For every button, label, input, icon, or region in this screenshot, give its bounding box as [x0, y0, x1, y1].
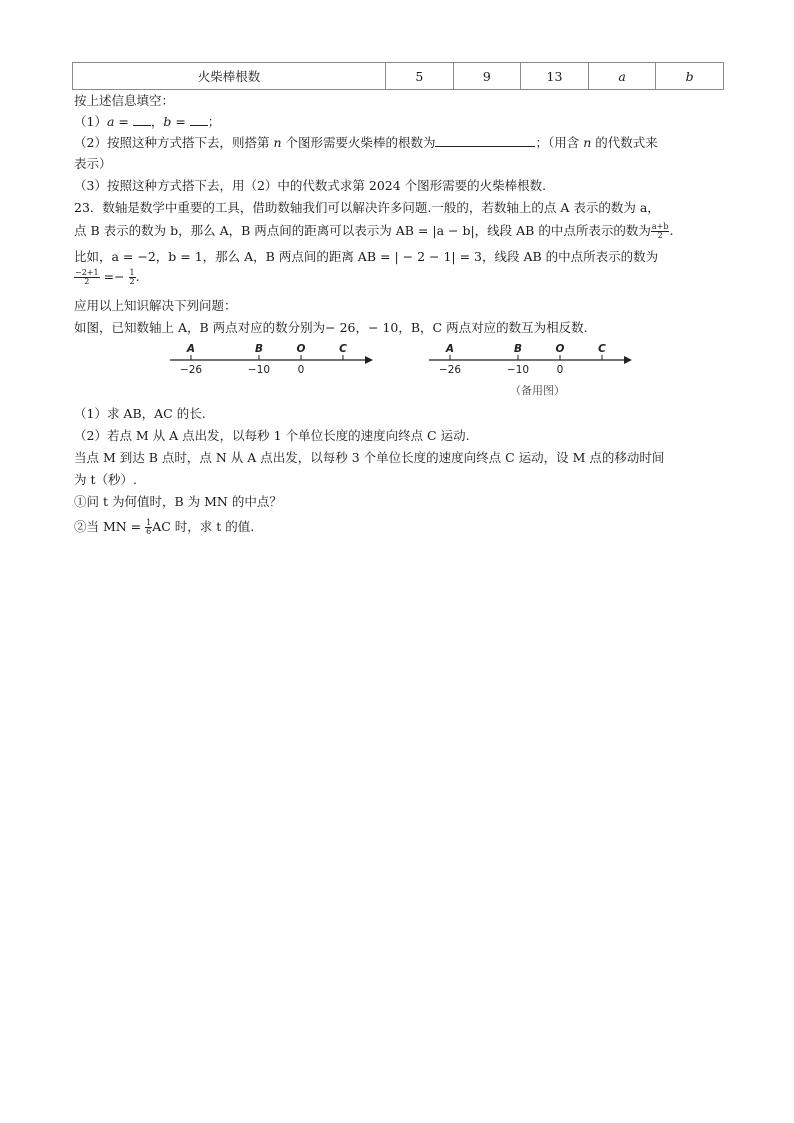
tick-label: −10	[247, 364, 271, 376]
point-label-a: A	[445, 343, 455, 355]
q22-part2-text: 的代数式来	[591, 135, 658, 150]
answer-blank-expression[interactable]	[435, 134, 535, 147]
answer-blank-a[interactable]	[133, 113, 151, 126]
var-a: a	[106, 114, 115, 129]
q23-part2-line2: 当点 M 到达 B 点时，点 N 从 A 点出发，以每秒 3 个单位长度的速度向终点 C 运动，设 M 点的移动时间	[74, 450, 665, 465]
point-label-b: B	[513, 343, 523, 355]
q23-line6: 如图，已知数轴上 A，B 两点对应的数分别为− 26，− 10，B，C 两点对应的数互为相反数.	[74, 320, 588, 335]
q23-subquestion2	[74, 518, 254, 536]
point-label-a: A	[186, 343, 196, 355]
fraction-numerator: 1	[146, 518, 152, 527]
table-cell: 9	[453, 63, 521, 90]
q22-part2	[74, 134, 658, 152]
fraction-example	[74, 269, 100, 286]
fraction-denominator: 6	[146, 527, 152, 536]
fraction-numerator: 1	[129, 268, 135, 277]
terminator: ；	[207, 114, 221, 129]
q23-subquestion2-text: ②当 MN =	[74, 519, 146, 534]
point-label-o: O	[296, 343, 306, 355]
table-cell: 5	[386, 63, 454, 90]
q22-part2-text: 个图形需要火柴棒的根数为	[281, 135, 436, 150]
axis-arrow	[624, 356, 632, 364]
table-row	[73, 63, 724, 90]
equals: =	[171, 114, 190, 129]
table-cell: a	[588, 63, 656, 90]
table-cell: 13	[521, 63, 589, 90]
period: .	[135, 269, 140, 284]
q23-line4	[74, 268, 140, 286]
q23-line5: 应用以上知识解决下列问题：	[74, 298, 237, 313]
point-label-c: C	[598, 343, 606, 355]
q22-part3: （3）按照这种方式搭下去，用（2）中的代数式求第 2024 个图形需要的火柴棒根数.	[74, 178, 547, 193]
point-label-o: O	[555, 343, 565, 355]
number-line-backup-diagram	[424, 340, 634, 380]
fraction-numerator: −2+1	[75, 268, 99, 277]
fraction-denominator: 2	[129, 277, 135, 286]
table-cell: b	[656, 63, 724, 90]
var-n: n	[273, 135, 282, 150]
q23-subquestion1: ①问 t 为何值时，B 为 MN 的中点？	[74, 494, 282, 509]
equals: =−	[99, 269, 129, 284]
fraction-denominator: 2	[657, 231, 663, 240]
q23-part2: （2）若点 M 从 A 点出发，以每秒 1 个单位长度的速度向终点 C 运动.	[74, 428, 470, 443]
table-row-header: 火柴棒根数	[73, 63, 386, 90]
q22-intro: 按上述信息填空：	[74, 93, 175, 108]
answer-blank-b[interactable]	[190, 113, 208, 126]
var-n: n	[583, 135, 592, 150]
number-line-diagram	[165, 340, 375, 380]
q22-part2-text: （2）按照这种方式搭下去，则搭第	[74, 135, 274, 150]
q23-part2-line3: 为 t（秒）.	[74, 472, 137, 487]
q22-part2-continued: 表示）	[74, 156, 112, 171]
backup-diagram-caption: （备用图）	[510, 384, 565, 397]
q22-part2-text: ；（用含	[535, 135, 584, 150]
separator: ，	[150, 114, 164, 129]
fraction-midpoint	[651, 223, 670, 240]
q23-line1: 23．数轴是数学中重要的工具，借助数轴我们可以解决许多问题.一般的，若数轴上的点 A 表示的数为 a，	[74, 200, 660, 215]
fraction-half	[129, 269, 136, 286]
q22-part1-prefix: （1）	[74, 114, 107, 129]
q23-part1: （1）求 AB，AC 的长.	[74, 406, 206, 421]
point-label-b: B	[254, 343, 264, 355]
period: .	[669, 223, 674, 238]
q23-line2-text: 点 B 表示的数为 b，那么 A，B 两点间的距离可以表示为 AB = |a − b|，线段 AB 的中点所表示的数为	[74, 223, 651, 238]
tick-label: 0	[297, 364, 305, 376]
q23-subquestion2-text: AC 时，求 t 的值.	[152, 519, 255, 534]
tick-label: −26	[179, 364, 203, 376]
fraction-numerator: a+b	[651, 222, 669, 231]
equals: =	[114, 114, 133, 129]
axis-arrow	[365, 356, 373, 364]
q22-part1	[74, 113, 220, 131]
tick-label: 0	[556, 364, 564, 376]
q23-line2	[74, 222, 673, 240]
var-b: b	[163, 114, 172, 129]
tick-label: −10	[506, 364, 530, 376]
point-label-c: C	[339, 343, 347, 355]
matchstick-table	[72, 62, 724, 90]
tick-label: −26	[438, 364, 462, 376]
fraction-denominator: 2	[84, 277, 90, 286]
q23-line3: 比如，a = −2，b = 1，那么 A，B 两点间的距离 AB = | − 2 − 1| = 3，线段 AB 的中点所表示的数为	[74, 249, 659, 264]
